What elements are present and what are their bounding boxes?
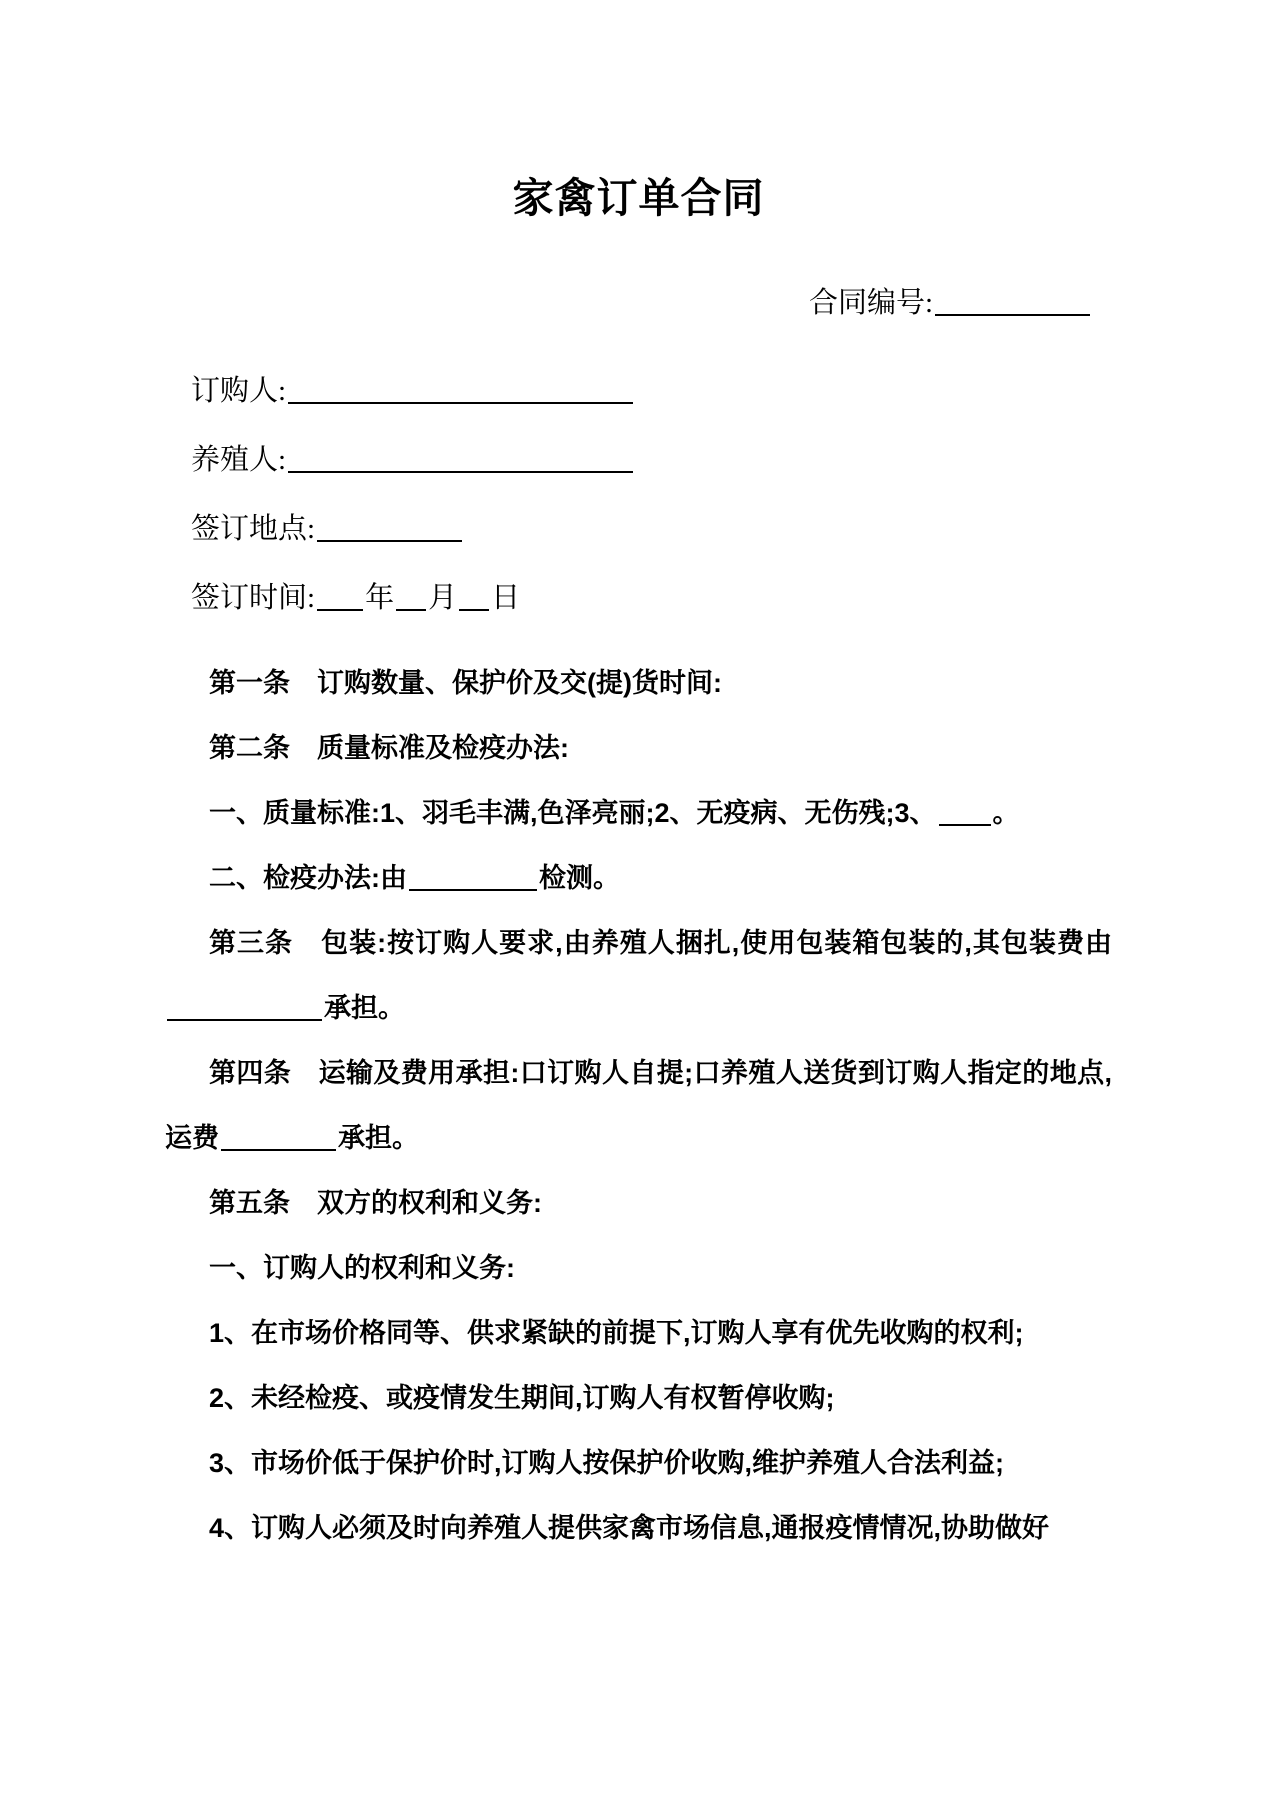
- text-run: 。: [992, 798, 1020, 829]
- field-label: 签订地点:: [191, 513, 316, 546]
- text-run: 3、市场价低于保护价时,订购人按保护价收购,维护养殖人合法利益;: [209, 1448, 1005, 1479]
- text-run: 二、检疫办法:由: [209, 863, 407, 894]
- contract-paragraph: [165, 651, 1112, 716]
- fill-in-blank[interactable]: [167, 995, 322, 1021]
- contract-number-blank[interactable]: [935, 288, 1090, 316]
- text-run: 2、未经检疫、或疫情发生期间,订购人有权暂停收购;: [209, 1383, 835, 1414]
- text-run: 一、订购人的权利和义务:: [209, 1253, 515, 1284]
- signature-fields: [165, 372, 1112, 617]
- fill-in-blank[interactable]: [939, 800, 991, 826]
- text-run: 检测。: [539, 863, 620, 894]
- fill-in-blank[interactable]: [396, 583, 426, 611]
- fill-in-blank[interactable]: [221, 1125, 336, 1151]
- contract-paragraph: [165, 1496, 1112, 1561]
- fill-in-blank[interactable]: [317, 514, 462, 542]
- contract-paragraph: [165, 1366, 1112, 1431]
- contract-paragraph: [165, 781, 1112, 846]
- field-row: [191, 510, 1112, 548]
- text-run: 第四条 运输及费用承担:口订购人自提;口养殖人送货到订购人指定的地点,运费: [165, 1058, 1112, 1154]
- fill-in-blank[interactable]: [288, 376, 633, 404]
- text-run: 承担。: [338, 1123, 419, 1154]
- text-run: 1、在市场价格同等、供求紧缺的前提下,订购人享有优先收购的权利;: [209, 1318, 1024, 1349]
- contract-paragraph: [165, 1301, 1112, 1366]
- contract-paragraph: [165, 911, 1112, 1041]
- contract-paragraph: [165, 1431, 1112, 1496]
- fill-in-blank[interactable]: [459, 583, 489, 611]
- field-label: 养殖人:: [191, 444, 287, 477]
- field-label: 订购人:: [191, 375, 287, 408]
- text-run: 承担。: [324, 993, 405, 1024]
- contract-paragraph: [165, 716, 1112, 781]
- contract-paragraph: [165, 846, 1112, 911]
- field-row: [191, 441, 1112, 479]
- text-run: 第五条 双方的权利和义务:: [209, 1188, 542, 1219]
- text-run: 月: [428, 582, 458, 615]
- text-run: 第三条 包装:按订购人要求,由养殖人捆扎,使用包装箱包装的,其包装费由: [209, 928, 1112, 959]
- text-run: 一、质量标准:1、羽毛丰满,色泽亮丽;2、无疫病、无伤残;3、: [209, 798, 937, 829]
- contract-number-label: 合同编号:: [808, 287, 933, 320]
- fill-in-blank[interactable]: [409, 865, 537, 891]
- contract-number-row: [165, 284, 1112, 322]
- fill-in-blank[interactable]: [288, 445, 633, 473]
- field-row: [191, 372, 1112, 410]
- contract-paragraph: [165, 1236, 1112, 1301]
- field-label: 签订时间:: [191, 582, 316, 615]
- contract-title: 家禽订单合同: [512, 175, 765, 221]
- text-run: 年: [365, 582, 395, 615]
- text-run: 4、订购人必须及时向养殖人提供家禽市场信息,通报疫情情况,协助做好: [209, 1513, 1050, 1544]
- text-run: 第一条 订购数量、保护价及交(提)货时间:: [209, 668, 722, 699]
- field-row: [191, 579, 1112, 617]
- text-run: 日: [491, 582, 521, 615]
- contract-paragraph: [165, 1171, 1112, 1236]
- contract-body: [165, 651, 1112, 1561]
- contract-paragraph: [165, 1041, 1112, 1171]
- text-run: 第二条 质量标准及检疫办法:: [209, 733, 569, 764]
- fill-in-blank[interactable]: [317, 583, 363, 611]
